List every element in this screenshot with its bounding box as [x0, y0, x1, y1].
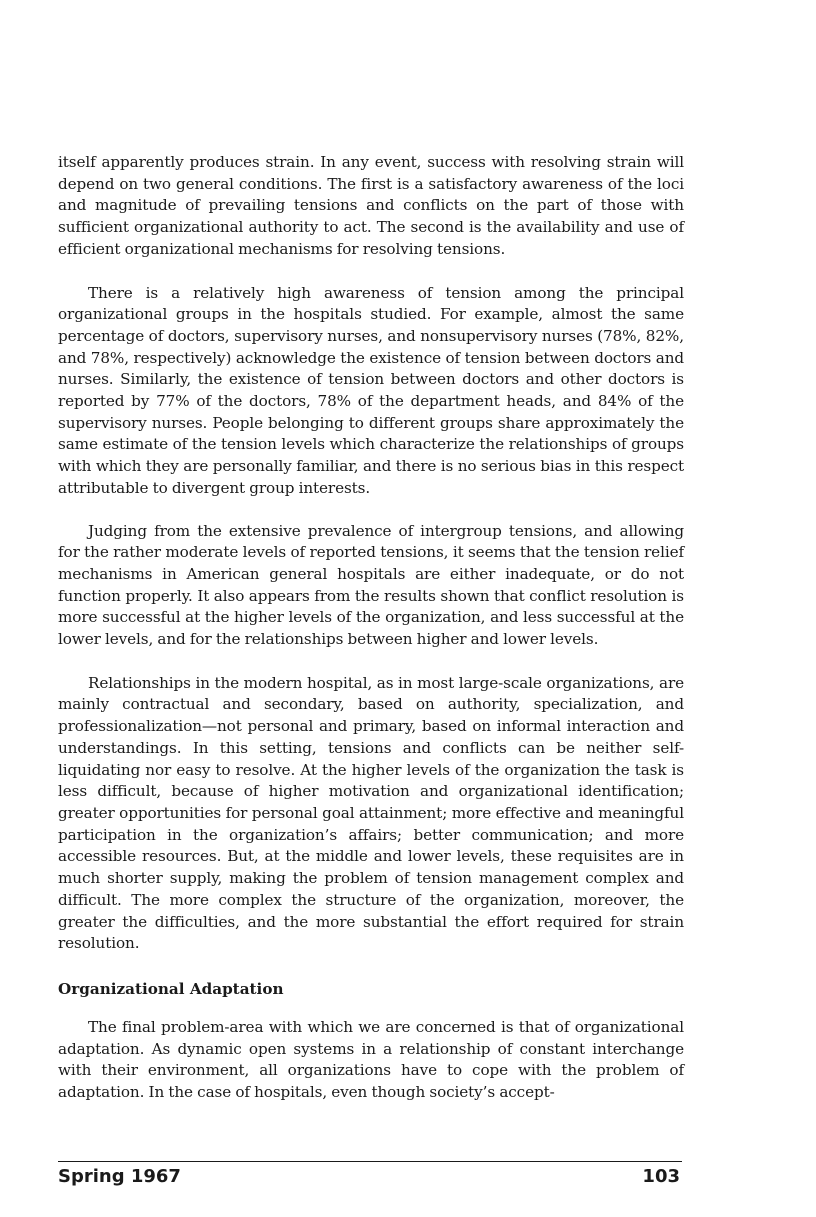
footer-divider [58, 1161, 682, 1162]
paragraph-tension-relief: Judging from the extensive prevalence of intergroup tensions, and allowing for the rather moderate levels of reported tensions, it seems that the tension relief mechanisms in American general hospitals are either inadequate, or do not function properly. It also appears from the results shown that conflict resolution is more successful at the higher levels of the organization, and less successful at the lower levels, and for the relationships between higher and lower levels. [58, 521, 684, 649]
paragraph-tension-awareness: There is a relatively high awareness of tension among the principal organizational groups in the hospitals studied. For example, almost the same percentage of doctors, supervisory nurses, and nonsupervisory nurses (78%, 82%, and 78%, respectively) acknowledge the existence of tension between doctors and nurses. Similarly, the existence of tension between doctors and other doctors is reported by 77% of the doctors, 78% of the department heads, and 84% of the supervisory nurses. People belonging to different groups share approximately the same estimate of the tension levels which characterize the relationships of groups with which they are personally familiar, and there is no serious bias in this respect attributable to divergent group interests. [58, 283, 684, 497]
article-body [58, 152, 684, 1104]
footer-issue: Spring 1967 [58, 1166, 181, 1187]
paragraph-organizational-adaptation: The final problem-area with which we are concerned is that of organizational adaptation. As dynamic open systems in a relationship of constant interchange with their environment, all organizations have to cope with the problem of adaptation. In the case of hospitals, even though society’s accept- [58, 1017, 684, 1102]
paragraph-strain-conditions: itself apparently produces strain. In any event, success with resolving strain will depend on two general conditions. The first is a satisfactory awareness of the loci and magnitude of prevailing tensions and conflicts on the part of those with sufficient organizational authority to act. The second is the availability and use of efficient organizational mechanisms for resolving tensions. [58, 153, 684, 258]
page-number: 103 [642, 1166, 680, 1187]
section-heading: Organizational Adaptation [58, 979, 284, 998]
paragraph-hospital-relationships: Relationships in the modern hospital, as in most large-scale organizations, are mainly contractual and secondary, based on authority, specialization, and professionalization—not personal and primary, based on informal interaction and understandings. In this setting, tensions and conflicts can be neither self-liquidating nor easy to resolve. At the higher levels of the organization the task is less difficult, because of higher motivation and organizational identification; greater opportunities for personal goal attainment; more effective and meaningful participation in the organization’s affairs; better communication; and more accessible resources. But, at the middle and lower levels, these requisites are in much shorter supply, making the problem of tension management complex and difficult. The more complex the structure of the organization, moreover, the greater the difficulties, and the more substantial the effort required for strain resolution. [58, 673, 684, 953]
